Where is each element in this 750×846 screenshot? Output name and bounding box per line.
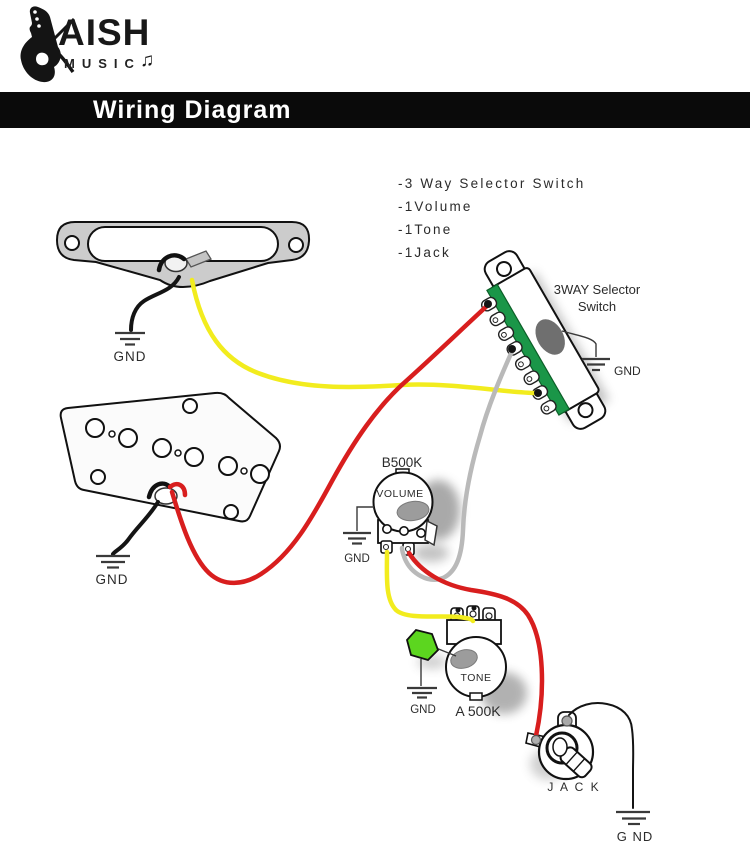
volume-gnd-lead bbox=[357, 507, 374, 531]
brand-name: AISH bbox=[58, 12, 151, 53]
volume-pot bbox=[343, 469, 437, 555]
jack-gnd-symbol bbox=[616, 812, 650, 824]
parts-list-item: -1Volume bbox=[398, 199, 473, 214]
tone-pot bbox=[407, 606, 506, 701]
bridge-pole-3 bbox=[153, 439, 171, 457]
volume-side-tab bbox=[425, 521, 437, 545]
bridge-mount-hole-3 bbox=[224, 505, 238, 519]
music-note-icon: ♫ bbox=[140, 50, 155, 71]
bridge-gnd-label: GND bbox=[95, 572, 129, 587]
brand-subtitle: MUSIC bbox=[64, 56, 141, 71]
bridge-pickup bbox=[61, 393, 280, 522]
tone-value-label: A 500K bbox=[455, 703, 501, 719]
bridge-mount-hole-2 bbox=[91, 470, 105, 484]
volume-body bbox=[374, 473, 433, 532]
bridge-mount-hole-1 bbox=[183, 399, 197, 413]
switch-gnd-label: GND bbox=[614, 364, 641, 378]
tone-gnd-symbol bbox=[407, 688, 437, 698]
switch-label-line1: 3WAY Selector bbox=[553, 282, 641, 297]
bridge-pole-1 bbox=[86, 419, 104, 437]
bridge-gnd-symbol bbox=[96, 556, 130, 568]
solder-switch-lug-bottom bbox=[534, 389, 542, 397]
page-title: Wiring Diagram bbox=[93, 96, 292, 124]
wiring-diagram bbox=[0, 128, 750, 846]
volume-label: VOLUME bbox=[376, 488, 424, 500]
neck-pickup bbox=[57, 222, 309, 287]
title-banner bbox=[0, 92, 750, 128]
solder-switch-lug-middle bbox=[508, 345, 516, 353]
parts-list-item: -3 Way Selector Switch bbox=[398, 176, 586, 191]
header bbox=[0, 0, 750, 92]
bridge-small-hole-3 bbox=[241, 468, 247, 474]
volume-gnd-symbol bbox=[343, 533, 371, 544]
neck-gnd-symbol bbox=[115, 333, 145, 345]
volume-gnd-label: GND bbox=[344, 553, 370, 565]
wire-bridge-ground bbox=[113, 502, 158, 554]
bridge-pole-5 bbox=[219, 457, 237, 475]
switch-label-line2: Switch bbox=[577, 299, 617, 314]
neck-mount-hole-right bbox=[289, 238, 303, 252]
bridge-pole-2 bbox=[119, 429, 137, 447]
jack-gnd-label: G ND bbox=[616, 829, 654, 844]
neck-mount-hole-left bbox=[65, 236, 79, 250]
tone-label: TONE bbox=[460, 672, 492, 684]
bridge-pole-6 bbox=[251, 465, 269, 483]
parts-list-item: -1Tone bbox=[398, 222, 453, 237]
solder-switch-lug-top bbox=[484, 300, 492, 308]
tone-bottom-tab bbox=[470, 693, 482, 700]
parts-list bbox=[398, 176, 585, 260]
jack-top-lug-hole bbox=[562, 716, 572, 726]
neck-gnd-label: GND bbox=[113, 349, 147, 364]
tone-capacitor bbox=[407, 630, 438, 660]
volume-value-label: B500K bbox=[381, 455, 423, 470]
wire-neck-hot bbox=[192, 280, 538, 393]
jack-label: J A C K bbox=[547, 780, 601, 794]
bridge-small-hole-2 bbox=[175, 450, 181, 456]
wire-neck-ground bbox=[131, 277, 179, 330]
bridge-pole-4 bbox=[185, 448, 203, 466]
tone-gnd-label: GND bbox=[410, 704, 436, 716]
parts-list-item: -1Jack bbox=[398, 245, 451, 260]
jack-left-lug-hole bbox=[532, 736, 541, 745]
bridge-small-hole-1 bbox=[109, 431, 115, 437]
jack-inner-hole bbox=[553, 738, 567, 756]
